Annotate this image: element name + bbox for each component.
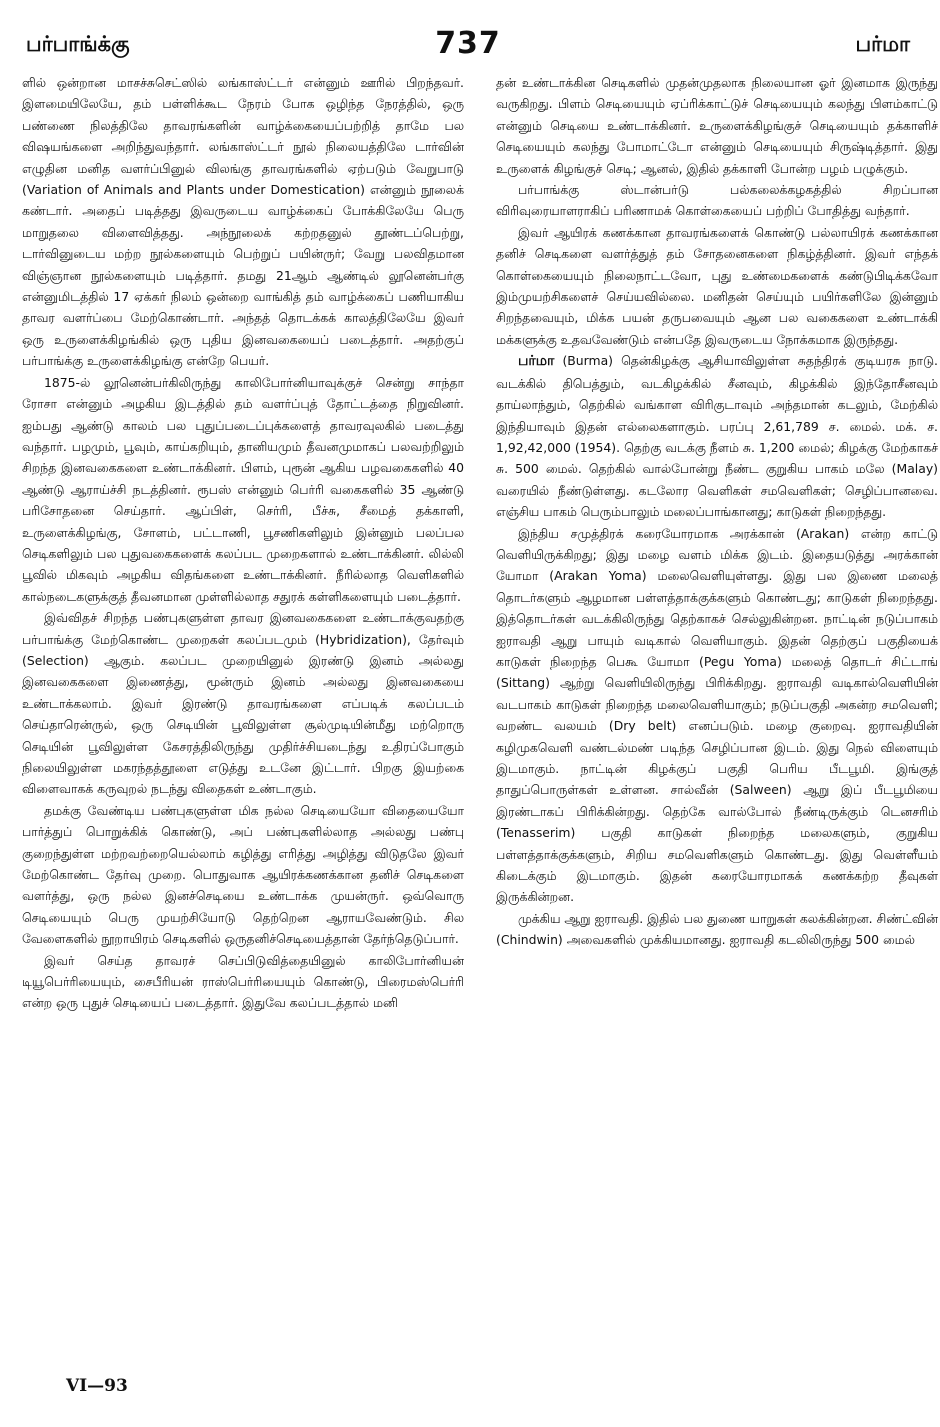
right-paragraph: இவர் ஆயிரக் கணக்கான தாவரங்களைக் கொண்டு பல்லாயிரக் கணக்கான தனிச் செடிகளை வளர்த்துத் தம் சோதனைகளை நிகழ்த்தினர். இவர் எந்தக் கொள்கையையும் நிலைநாட்டவோ, புது உண்மைகளைக் கண்டுபிடிக்கவோ இம்முயற்சிகளைச் செய்யவில்லை. மனிதன் செய்யும் பயிர்களிலே இன்னும் சிறந்தவையும், மிக்க பயன் தருபவையும் ஆன பல வகைகளை உண்டாக்கி மக்களுக்கு உதவவேண்டும் என்பதே இவருடைய நோக்கமாக இருந்தது. [496, 224, 938, 347]
running-head-right: பர்மா [855, 32, 910, 56]
text-columns [22, 72, 938, 1372]
entry-burma [496, 350, 938, 522]
left-paragraph: இவர் செய்த தாவரச் செப்பிடுவித்தையினுல் காலிபோர்னியன் டியூபெர்ரியையும், சைபீரியன் ராஸ்பெர்ரியையும் கொண்டு, பிரைமஸ்பெர்ரி என்ற ஒரு புதுச் செடியைப் படைத்தார். இதுவே கலப்படத்தால் மனி [22, 952, 464, 1011]
running-head-left: பர்பாங்க்கு [26, 32, 130, 56]
right-paragraph: முக்கிய ஆறு ஐராவதி. இதில் பல துணை யாறுகள் கலக்கின்றன. சிண்ட்வின் (Chindwin) அவைகளில் முக்கியமானது. ஐராவதி கடலிலிருந்து 500 மைல் [496, 910, 938, 948]
entry-text: (Burma) தென்கிழக்கு ஆசியாவிலுள்ள சுதந்திரக் குடியரசு நாடு. வடக்கில் திபெத்தும், வடகிழக்கில் சீனவும், கிழக்கில் இந்தோசீனவும் தாய்லாந்தும், தெற்கில் வங்காள விரிகுடாவும் அந்தமான் கடலும், மேற்கில் இந்தியாவும் இதன் எல்லைகளாகும். பரப்பு 2,61,789 ச. மைல். மக். ச. 1,92,42,000 (1954). தெற்கு வடக்கு நீளம் சு. 1,200 மைல்; கிழக்கு மேற்காகச் சு. 500 மைல். தெற்கில் வால்போன்று நீண்ட குறுகிய பாகம் மலே (Malay) வரையில் நீண்டுள்ளது. கடலோர வெளிகள் சமவெளிகள்; செழிப்பானவை. எஞ்சிய பாகம் பெரும்பாலும் மலைப்பாங்கானது; காடுகள் நிறைந்தது. [496, 353, 938, 520]
signature-mark: VI—93 [66, 1376, 128, 1396]
left-paragraph: 1875-ல் லூனென்பர்கிலிருந்து காலிபோர்னியாவுக்குச் சென்று சாந்தா ரோசா என்னும் அழகிய இடத்தில் தம் வளர்ப்புத் தோட்டத்தை நிறுவினர். ஐம்பது ஆண்டு காலம் பல புதுப்படைப்புக்களைத் தாவரவுலகில் படைத்து வந்தார். பழமும், பூவும், காய்கறியும், தானியமும் தீவனமுமாகப் பலவற்றிலும் சிறந்த இனவகைகளை உண்டாக்கினர். பிளம், புரூன் ஆகிய பழவகைகளில் 40 ஆண்டு ஆராய்ச்சி நடத்தினர். ரூபஸ் என்னும் பெர்ரி வகைகளில் 35 ஆண்டு பரிசோதனை செய்தார். ஆப்பிள், செர்ரி, பீச்சு, சீமைத் தக்காளி, உருளைக்கிழங்கு, சோளம், பட்டாணி, பூசணிகளிலும் இன்னும் பலப்பல செடிகளிலும் பல புதுவகைகளைக் கலப்பட முறைகளால் உண்டாக்கினர். லில்லி பூவில் மிகவும் அழகிய விதங்களை உண்டாக்கினர். நீரில்லாத வெளிகளில் கால்நடைகளுக்குத் தீவனமான முள்ளில்லாத சதுரக் கள்ளிகளையும் படைத்தார். [22, 374, 464, 604]
left-paragraph: தமக்கு வேண்டிய பண்புகளுள்ள மிக நல்ல செடியையோ விதையையோ பார்த்துப் பொறுக்கிக் கொண்டு, அப் பண்புகளில்லாத அல்லது பண்பு குறைந்துள்ள மற்றவற்றையெல்லாம் கழித்து எரித்து அழித்து விடுதலே இவர் மேற்கொண்ட தேர்வு முறை. பொதுவாக ஆயிரக்கணக்கான தனிச் செடிகளை வளர்த்து, ஒரு நல்ல இனச்செடியை உண்டாக்க முயன்ருர். ஒவ்வொரு செடியையும் பெரு முயற்சியோடு தெற்றென ஆராயவேண்டும். சில வேளைகளில் நூறாயிரம் செடிகளில் ஒருதனிச்செடியைத்தான் தேர்ந்தெடுப்பார். [22, 802, 464, 947]
right-column [496, 72, 938, 1372]
entry-title: பர்மா [518, 353, 555, 370]
right-paragraph: தன் உண்டாக்கின செடிகளில் முதன்முதலாக நிலையான ஓர் இனமாக இருந்து வருகிறது. பிளம் செடியையும் ஏப்ரிக்காட்டுச் செடியையும் கலந்து பிளம்காட்டு என்னும் செடியை உண்டாக்கினர். உருளைக்கிழங்குச் செடியையும் தக்காளிச் செடியையும் கலந்து போமாட்டோ என்னும் செடியையும் சிருஷ்டித்தார். இது உருளைக் கிழங்குச் செடி; ஆனல், இதில் தக்காளி போன்ற பழம் பழுக்கும். [496, 75, 938, 176]
left-paragraph: ளில் ஒன்றான மாசச்சுசெட்ஸில் லங்காஸ்ட்டர் என்னும் ஊரில் பிறந்தவர். இளமையிலேயே, தம் பள்ளிக்கூட நேரம் போக ஒழிந்த நேரத்தில், ஒரு பண்ணை நிலத்திலே தாவரங்களின் வாழ்க்கையைப்பற்றித் தாமே பல விஷயங்களை அறிந்துவந்தார். லங்காஸ்ட்டர் நூல் நிலையத்திலே டார்வின் எழுதின மனித வளர்ப்பினுல் விலங்கு தாவரங்களில் ஏற்படும் வேறுபாடு (Variation of Animals and Plants under Domestication) என்னும் நூலைக் கண்டார். அதைப் படித்தது இவருடைய வாழ்க்கைப் போக்கிலேயே பெரு மாறுதலை விளைவித்தது. அந்நூலைக் கற்றதனுல் தூண்டப்பெற்று, டார்வினுடைய மற்ற நூல்களையும் பெற்றுப் பயின்ருர்; வேறு பலவிதமான விஞ்ஞான நூல்களையும் படித்தார். தமது 21ஆம் ஆண்டில் லூனென்பர்கு என்னுமிடத்தில் 17 ஏக்கர் நிலம் ஒன்றை வாங்கித் தம் வாழ்க்கைப் பணியாகிய தாவர வளர்ப்பை மேற்கொண்டார். அந்தத் தொடக்கக் காலத்திலேயே இவர் ஒரு உருளைக்கிழங்கில் ஒரு புதிய இனவகையைப் படைத்தார். அதற்குப் பர்பாங்க்கு உருளைக்கிழங்கு என்றே பெயர். [22, 75, 464, 369]
right-paragraph: பர்பாங்க்கு ஸ்டான்பர்டு பல்கலைக்கழகத்தில் சிறப்பான விரிவுரையாளராகிப் பரிணாமக் கொள்கையைப் பற்றிப் போதித்து வந்தார். [496, 182, 938, 219]
page-number: 737 [435, 26, 501, 61]
left-paragraph: இவ்விதச் சிறந்த பண்புகளுள்ள தாவர இனவகைகளை உண்டாக்குவதற்கு பர்பாங்க்கு மேற்கொண்ட முறைகள் கலப்படமும் (Hybridization), தேர்வும் (Selection) ஆகும். கலப்பட முறையினுல் இரண்டு இனம் அல்லது இனவகைகளை இணைத்து, மூன்ரும் இனம் அல்லது இனவகையை உண்டாக்கலாம். இவர் இரண்டு தாவரங்களை எப்படிக் கலப்படம் செய்தாரென்ருல், ஒரு செடியின் பூவிலுள்ள சூல்முடியின்மீது மற்றொரு செடியின் பூவிலுள்ள கேசரத்திலிருந்து முதிர்ச்சியடைந்து உதிரப்போகும் நிலையிலுள்ள மகரந்தத்தூளை எடுத்து உடனே இட்டார். பிறகு இயற்கை விளைவாகக் கருவுறல் நடந்து விதைகள் உண்டாகும். [22, 610, 464, 797]
left-column [22, 72, 464, 1372]
right-paragraph: இந்திய சமுத்திரக் கரையோரமாக அரக்கான் (Arakan) என்ற காட்டு வெளியிருக்கிறது; இது மழை வளம் மிக்க இடம். இதையடுத்து அரக்கான் யோமா (Arakan Yoma) மலைவெளியுள்ளது. இது பல இணை மலைத் தொடர்களும் ஆழமான பள்ளத்தாக்குக்களும் கொண்டது; காடுகள் நிறைந்தது. இத்தொடர்கள் வடக்கிலிருந்து தெற்காகச் செல்லுகின்றன. நாட்டின் நடுப்பாகம் ஐராவதி ஆறு பாயும் வடிகால் வெளியாகும். இதன் தெற்குப் பகுதியைக் காடுகள் நிறைந்த பெகூ யோமா (Pegu Yoma) மலைத் தொடர் சிட்டாங் (Sittang) ஆற்று வெளியிலிருந்து பிரிக்கிறது. ஐராவதி வடிகால்வெளியின் வடபாகம் காடுகள் நிறைந்த மலைவெளியாகும்; நடுப்பகுதி அகன்ற சமவெளி; வறண்ட வலயம் (Dry belt) எனப்படும். மழை குறைவு. ஐராவதியின் கழிமுகவெளி வண்டல்மண் படிந்த செழிப்பான இடம். இது நெல் விளையும் இடமாகும். நாட்டின் கிழக்குப் பகுதி பெரிய பீடபூமி. இங்குத் தாதுப்பொருள்கள் உள்ளன. சால்வீன் (Salween) ஆறு இப் பீடபூமியை இரண்டாகப் பிரிக்கின்றது. தெற்கே வால்போல் நீண்டிருக்கும் டெனசரிம் (Tenasserim) பகுதி காடுகள் நிறைந்த மலைகளும், குறுகிய பள்ளத்தாக்குக்களும், சிறிய சமவெளிகளும் கொண்டது. இது வெள்ளீயம் கிடைக்கும் இடமாகும். இதன் கரையோரமாகக் கணக்கற்ற தீவுகள் இருக்கின்றன. [496, 525, 938, 905]
running-head [26, 26, 910, 66]
